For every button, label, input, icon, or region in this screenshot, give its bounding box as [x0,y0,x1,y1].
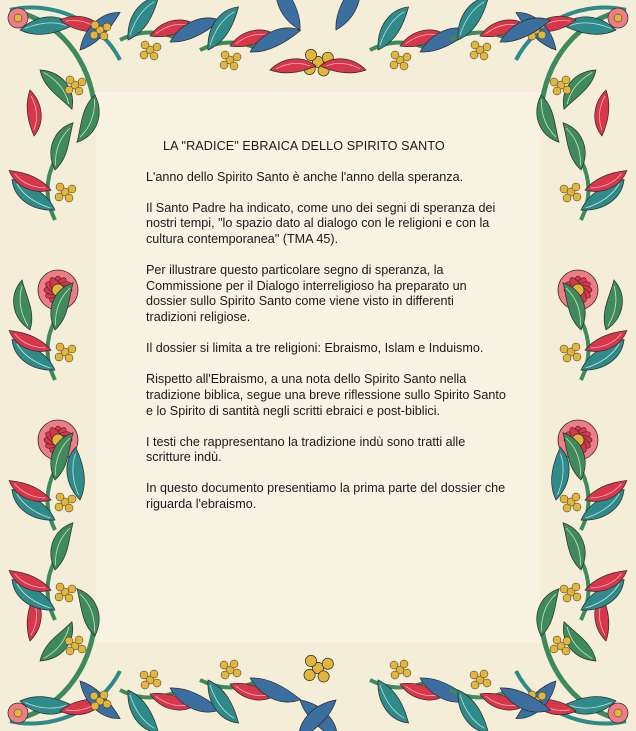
paragraph: Il dossier si limita a tre religioni: Ebraismo, Islam e Induismo. [146,341,484,356]
document-body [146,139,506,528]
document-title: LA "RADICE" EBRAICA DELLO SPIRITO SANTO [163,139,445,153]
paragraph: L'anno dello Spirito Santo è anche l'anno della speranza. [146,169,464,184]
paragraph: Il Santo Padre ha indicato, come uno dei segni di speranza dei nostri tempi, "lo spazio dato al dialogo con le religioni e con la cultura contemporanea" (TMA 45). [146,200,496,246]
paragraph: Rispetto all'Ebraismo, a una nota dello Spirito Santo nella tradizione biblica, segue una breve riflessione sullo Spirito Santo e lo Spirito di santità negli scritti ebraici e post-biblici. [146,372,506,418]
paragraph: Per illustrare questo particolare segno di speranza, la Commissione per il Dialogo interreligioso ha preparato un dossier sullo Spirito Santo come viene visto in differenti tradizioni religiose. [146,263,467,324]
paragraph: In questo documento presentiamo la prima parte del dossier che riguarda l'ebraismo. [146,481,506,512]
paragraph: I testi che rappresentano la tradizione indù sono tratti alle scritture indù. [146,434,466,465]
